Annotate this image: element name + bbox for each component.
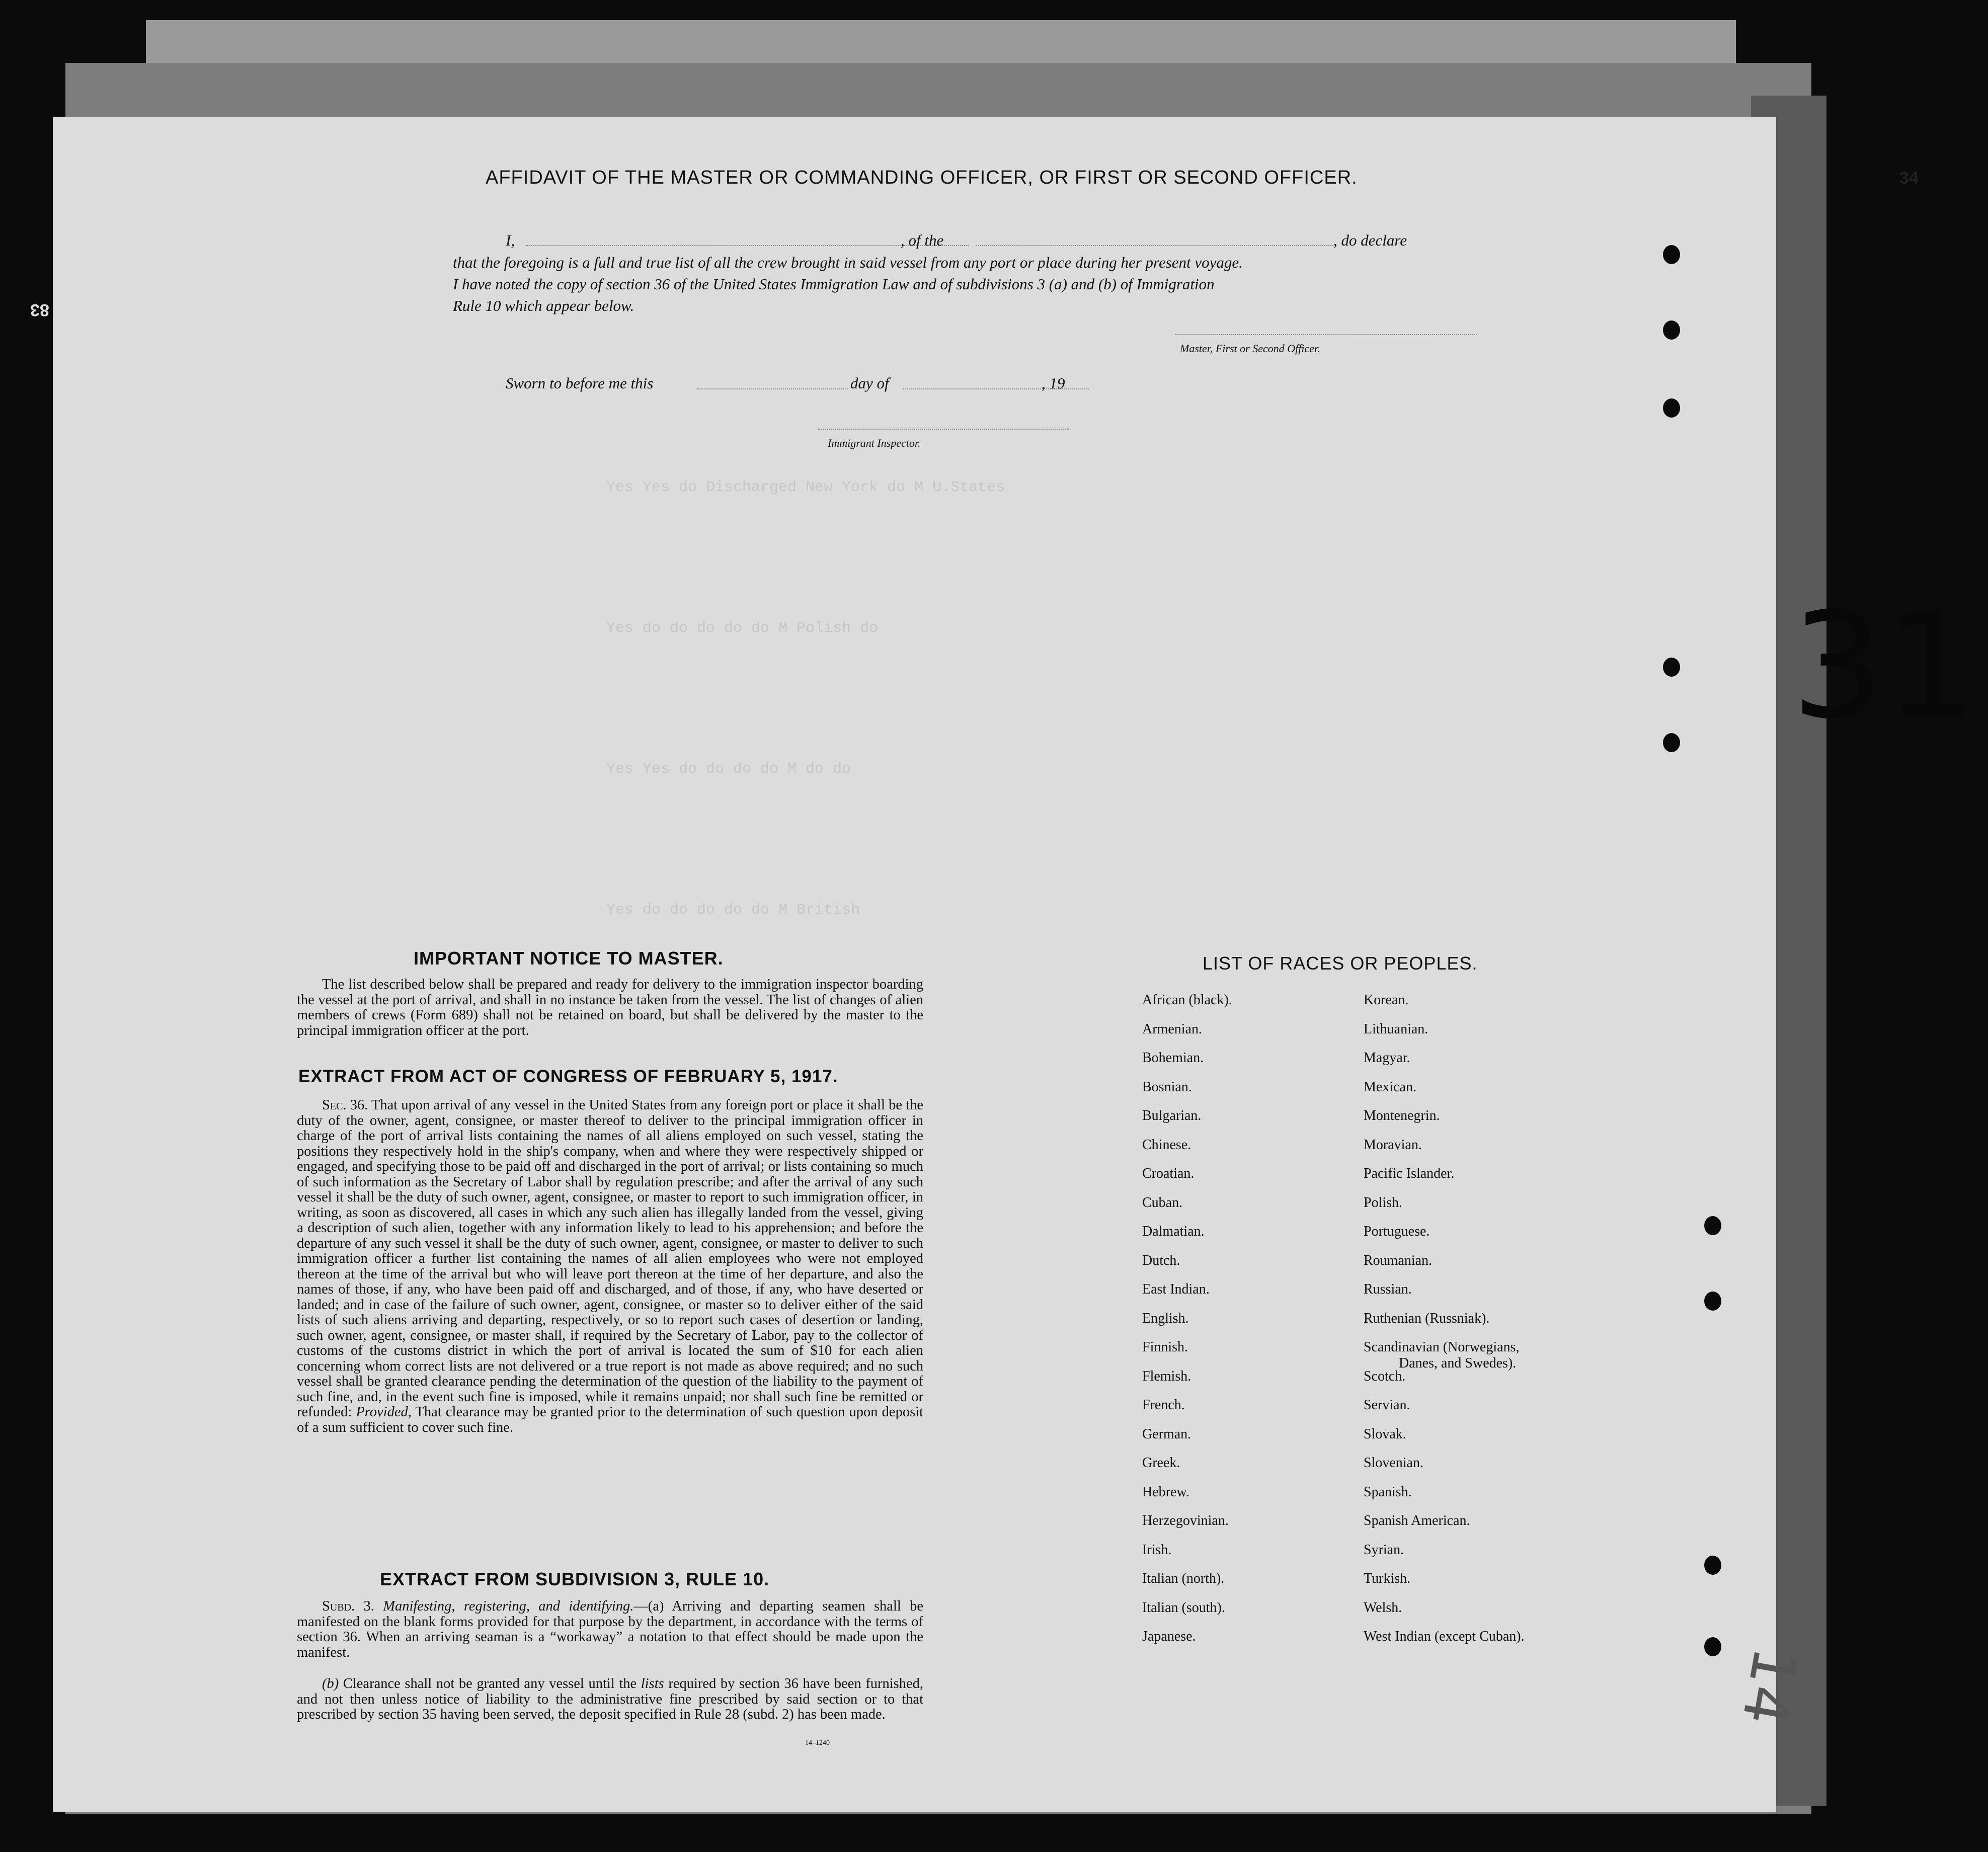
subd-b-label: (b) [322, 1676, 339, 1692]
race-item: Greek. [1142, 1455, 1180, 1471]
race-item: Cuban. [1142, 1194, 1183, 1211]
race-item: Lithuanian. [1364, 1021, 1428, 1037]
provided-word: Provided, [356, 1404, 412, 1420]
subd-b-text2: required by section 36 have been furnished, and not then unless notice of liability to the administrative fine prescribed by said section or to that prescribed by section 35 having been served, the deposit specified in Rule 28 (subd. 2) has been made. [297, 1676, 924, 1722]
subd-label: Subd. 3. [322, 1598, 374, 1614]
race-item: Spanish. [1364, 1484, 1412, 1500]
race-item: Dutch. [1142, 1252, 1180, 1268]
punch-hole [1663, 658, 1680, 677]
subd-heading: Manifesting, registering, and identifying. [383, 1598, 634, 1614]
race-item: Italian (south). [1142, 1599, 1225, 1616]
race-item: English. [1142, 1310, 1189, 1326]
day-of-label: day of [850, 374, 889, 392]
race-item: Armenian. [1142, 1021, 1202, 1037]
race-item: Portuguese. [1364, 1224, 1430, 1239]
race-item: Montenegrin. [1364, 1108, 1440, 1123]
race-item: Bulgarian. [1142, 1108, 1202, 1123]
race-item: Croatian. [1142, 1166, 1195, 1181]
race-item: Slovak. [1364, 1426, 1406, 1442]
race-item: Danes, and Swedes). [1399, 1355, 1517, 1371]
race-item: African (black). [1142, 992, 1232, 1008]
race-item: Korean. [1364, 992, 1409, 1008]
signature-label: Master, First or Second Officer. [1180, 342, 1320, 355]
handwritten-bottom: 14 [1728, 1642, 1811, 1730]
signature-field[interactable] [1175, 334, 1477, 335]
punch-hole [1704, 1292, 1721, 1311]
race-item: German. [1142, 1426, 1191, 1442]
race-item: Hebrew. [1142, 1484, 1189, 1500]
punch-hole [1663, 398, 1680, 418]
race-item: Turkish. [1364, 1571, 1411, 1586]
race-item: Magyar. [1364, 1050, 1410, 1066]
race-item: Welsh. [1364, 1599, 1402, 1616]
race-item: East Indian. [1142, 1281, 1210, 1297]
punch-hole [1663, 733, 1680, 752]
race-item: Finnish. [1142, 1339, 1188, 1355]
race-item: Chinese. [1142, 1137, 1191, 1153]
race-item: Roumanian. [1364, 1252, 1433, 1268]
inspector-signature-field[interactable] [818, 429, 1069, 430]
race-item: Ruthenian (Russniak). [1364, 1310, 1490, 1326]
affidavit-line4: Rule 10 which appear below. [453, 297, 634, 314]
affidavit-line1-i: I, [506, 231, 515, 249]
race-item: Pacific Islander. [1364, 1166, 1455, 1181]
rule-extract-text [297, 1599, 923, 1660]
affidavit-line2: that the foregoing is a full and true list of all the crew brought in said vessel from any port or place during her present voyage. [453, 254, 1243, 271]
affidavit-line1-of-the: , of the [901, 231, 944, 249]
race-item: Scandinavian (Norwegians, [1364, 1339, 1520, 1355]
notice-body: The list described below shall be prepared and ready for delivery to the immigration inspector boarding the vessel at the port of arrival, and shall in no instance be taken from the vessel. The list of changes of alien members of crews (Form 689) shall not be retained on board, but shall be delivered by the master to the principal immigration officer at the port. [297, 977, 923, 1038]
affidavit-line1-declare: , do declare [1333, 231, 1407, 249]
race-item: Bohemian. [1142, 1050, 1204, 1066]
race-item: Herzegovinian. [1142, 1513, 1229, 1528]
race-item: West Indian (except Cuban). [1364, 1629, 1525, 1644]
document-page: Yes Yes do Discharged New York do M U.States Yes do do do do do M Polish do Yes Yes do do do do M do do Yes do do do do do M British AFFIDAVIT OF THE MASTER OR COMMANDING OFFICER, OR FIRST OR SECOND OFFICER. I, , of the , do declare that the foregoing is a full and true list of all the crew brought in said vessel from any port or place during her present voyage. I have noted the copy of section 36 of the United States Immigration Law and of subdivisions 3 (a) and (b) of Immigration Rule 10 which appear below. Master, First or Second Officer. Sworn to before me this day of , 19 Immigrant Inspector. IMPORTANT NOTICE TO MASTER. The list described below shall be prepared and ready for delivery to the immigration inspector boarding the vessel at the port of arrival, and shall in no instance be taken from the vessel. The list of changes of alien members of crews (Form 689) shall not be retained on board, but shall be delivered by the master to the principal immigration officer at the port. EXTRACT FROM ACT OF CONGRESS OF FEBRUARY 5, 1917. Sec. 36. That upon arrival of any vessel in the United States from any foreign port or place it shall be the duty of the owner, agent, consignee, or master thereof to deliver to the principal immigration officer in charge of the port of arrival lists containing the names of all aliens employed on such vessel, stating the positions they respectively hold in the ship's company, when and where they were respectively shipped or engaged, and specifying those to be paid off and discharged in the port of arrival; or lists containing so much of such information as the Secretary of Labor shall by regulation prescribe; and after the arrival of any such vessel it shall be the duty of such owner, agent, consignee, or master to report to such immigration officer, in writing, as soon as discovered, all cases in which any such alien has illegally landed from the vessel, giving a description of such alien, together with any information likely to lead to his apprehension; and before the departure of any such vessel it shall be the duty of such owner, agent, consignee, or master to deliver to such immigration officer a further list containing the names of all alien employees who were not employed thereon at the time of the arrival but who will leave port thereon at the time of her departure, and also the names of those, if any, who have been paid off and discharged, and of those, if any, who have deserted or landed; and in case of the failure of such owner, agent, consignee, or master so to deliver either of the said lists of such aliens arriving and departing, respectively, or so to report such cases of desertion or landing, such owner, agent, consignee, or master shall, if required by the Secretary of Labor, pay to the collector of customs of the customs district in which the port of arrival is located the sum of $10 for each alien concerning whom correct lists are not delivered or a true report is not made as above required; and no such vessel shall be granted clearance pending the determination of the question of the liability to the payment of such fine, and, in the event such fine is imposed, while it remains unpaid; nor shall such fine be remitted or refunded: Provided, That clearance may be granted prior to the determination of such question upon deposit of a sum sufficient to cover such fine. EXTRACT FROM SUBDIVISION 3, RULE 10. Subd. 3. Manifesting, registering, and identifying.—(a) Arriving and departing seamen shall be manifested on the blank forms provided for that purpose by the department, in accordance with the terms of section 36. When an arriving seaman is a “workaway” a notation to that effect should be made upon the manifest. (b) Clearance shall not be granted any vessel until the lists required by section 36 have been furnished, and not then unless notice of liability to the administrative fine prescribed by said section or to that prescribed by section 35 having been served, the deposit specified in Rule 28 (subd. 2) has been made. 14–1240 LIST OF RACES OR PEOPLES. African (black). Armenian. Bohemian. Bosnian. Bulgarian. Chinese. Croatian. Cuban. Dalmatian. Dutch. East Indian. English. Finnish. Flemish. French. German. Greek. Hebrew. Herzegovinian. Irish. Italian (north). Italian (south). Japanese. Korean. Lithuanian. Magyar. Mexican. Montenegrin. Moravian. Pacific Islander. Polish. Portuguese. Roumanian. Russian. Ruthenian (Russniak). Scandinavian (Norwegians, Danes, and Swedes). Scotch. Servian. Slovak. Slovenian. Spanish. Spanish American. Syrian. Turkish. Welsh. West Indian (except Cuban). 14 [53, 117, 1776, 1812]
race-item: Polish. [1364, 1194, 1403, 1211]
race-item: Bosnian. [1142, 1079, 1192, 1095]
race-item: Mexican. [1364, 1079, 1416, 1095]
race-item: Italian (north). [1142, 1571, 1225, 1586]
sworn-day-field[interactable] [697, 388, 848, 389]
affidavit-line3: I have noted the copy of section 36 of the United States Immigration Law and of subdivisions 3 (a) and (b) of Immigration [453, 275, 1215, 293]
rule-extract-title: EXTRACT FROM SUBDIVISION 3, RULE 10. [380, 1569, 770, 1589]
act-extract-title: EXTRACT FROM ACT OF CONGRESS OF FEBRUARY 5, 1917. [298, 1067, 838, 1086]
year-label: , 19 [1042, 374, 1065, 392]
left-margin-number: 83 [30, 300, 49, 319]
punch-hole [1663, 320, 1680, 340]
race-item: French. [1142, 1397, 1185, 1413]
race-item: Japanese. [1142, 1629, 1196, 1644]
punch-hole [1704, 1216, 1721, 1235]
punch-hole [1663, 245, 1680, 264]
notice-text [297, 977, 923, 1038]
rule-extract-b [297, 1676, 923, 1723]
race-item: Dalmatian. [1142, 1224, 1205, 1239]
page-number: 34 [1899, 169, 1919, 188]
handwritten-number: 31 [1791, 582, 1977, 751]
race-item: Moravian. [1364, 1137, 1422, 1153]
act-extract-text [297, 1098, 923, 1435]
race-item: Slovenian. [1364, 1455, 1423, 1471]
punch-hole [1704, 1556, 1721, 1575]
form-number: 14–1240 [805, 1739, 830, 1747]
act-body: That upon arrival of any vessel in the United States from any foreign port or place it shall be the duty of the owner, agent, consignee, or master thereof to deliver to the principal immigration officer in charge of the port of arrival lists containing the names of all aliens employed on such vessel, stating the positions they respectively hold in the ship's company, when and where they were respectively shipped or engaged, and specifying those to be paid off and discharged in the port of arrival; or lists containing so much of such information as the Secretary of Labor shall by regulation prescribe; and after the arrival of any such vessel it shall be the duty of such owner, agent, consignee, or master to report to such immigration officer, in writing, as soon as discovered, all cases in which any such alien has illegally landed from the vessel, giving a description of such alien, together with any information likely to lead to his apprehension; and before the departure of any such vessel it shall be the duty of such owner, agent, consignee, or master to deliver to such immigration officer a further list containing the names of all alien employees who were not employed thereon at the time of the arrival but who will leave port thereon at the time of her departure, and also the names of those, if any, who have been paid off and discharged, and of those, if any, who have deserted or landed; and in case of the failure of such owner, agent, consignee, or master so to deliver either of the said lists of such aliens arriving and departing, respectively, or so to report such cases of desertion or landing, such owner, agent, consignee, or master shall, if required by the Secretary of Labor, pay to the collector of customs of the customs district in which the port of arrival is located the sum of $10 for each alien concerning whom correct lists are not delivered or a true report is not made as above required; and no such vessel shall be granted clearance pending the determination of the question of the liability to the payment of such fine, and, in the event such fine is imposed, while it remains unpaid; nor shall such fine be remitted or refunded: [297, 1097, 923, 1420]
punch-hole [1704, 1637, 1721, 1656]
vessel-field[interactable] [976, 245, 1333, 246]
races-title: LIST OF RACES OR PEOPLES. [1203, 953, 1478, 974]
race-item: Irish. [1142, 1542, 1172, 1558]
notice-title: IMPORTANT NOTICE TO MASTER. [414, 948, 724, 969]
affidavit-title: AFFIDAVIT OF THE MASTER OR COMMANDING OFFICER, OR FIRST OR SECOND OFFICER. [486, 167, 1358, 188]
race-item: Scotch. [1364, 1368, 1406, 1384]
race-item: Flemish. [1142, 1368, 1191, 1384]
inspector-label: Immigrant Inspector. [828, 437, 921, 449]
subd-a-text: —(a) Arriving and departing seamen shall be manifested on the blank forms provided for that purpose by the department, in accordance with the terms of section 36. When an arriving seaman is a “workaway” a notation to that effect should be made upon the manifest. [297, 1598, 924, 1660]
subd-b-text1: Clearance shall not be granted any vessel until the [343, 1676, 637, 1692]
race-item: Russian. [1364, 1281, 1412, 1297]
sec-label: Sec. 36. [322, 1097, 368, 1113]
subd-b-lists: lists [641, 1676, 664, 1692]
race-item: Spanish American. [1364, 1513, 1470, 1528]
race-item: Syrian. [1364, 1542, 1404, 1558]
act-body-end: That clearance may be granted prior to the determination of such question upon deposit of a sum sufficient to cover such fine. [297, 1404, 923, 1435]
sworn-label: Sworn to before me this [506, 374, 654, 392]
race-item: Servian. [1364, 1397, 1410, 1413]
